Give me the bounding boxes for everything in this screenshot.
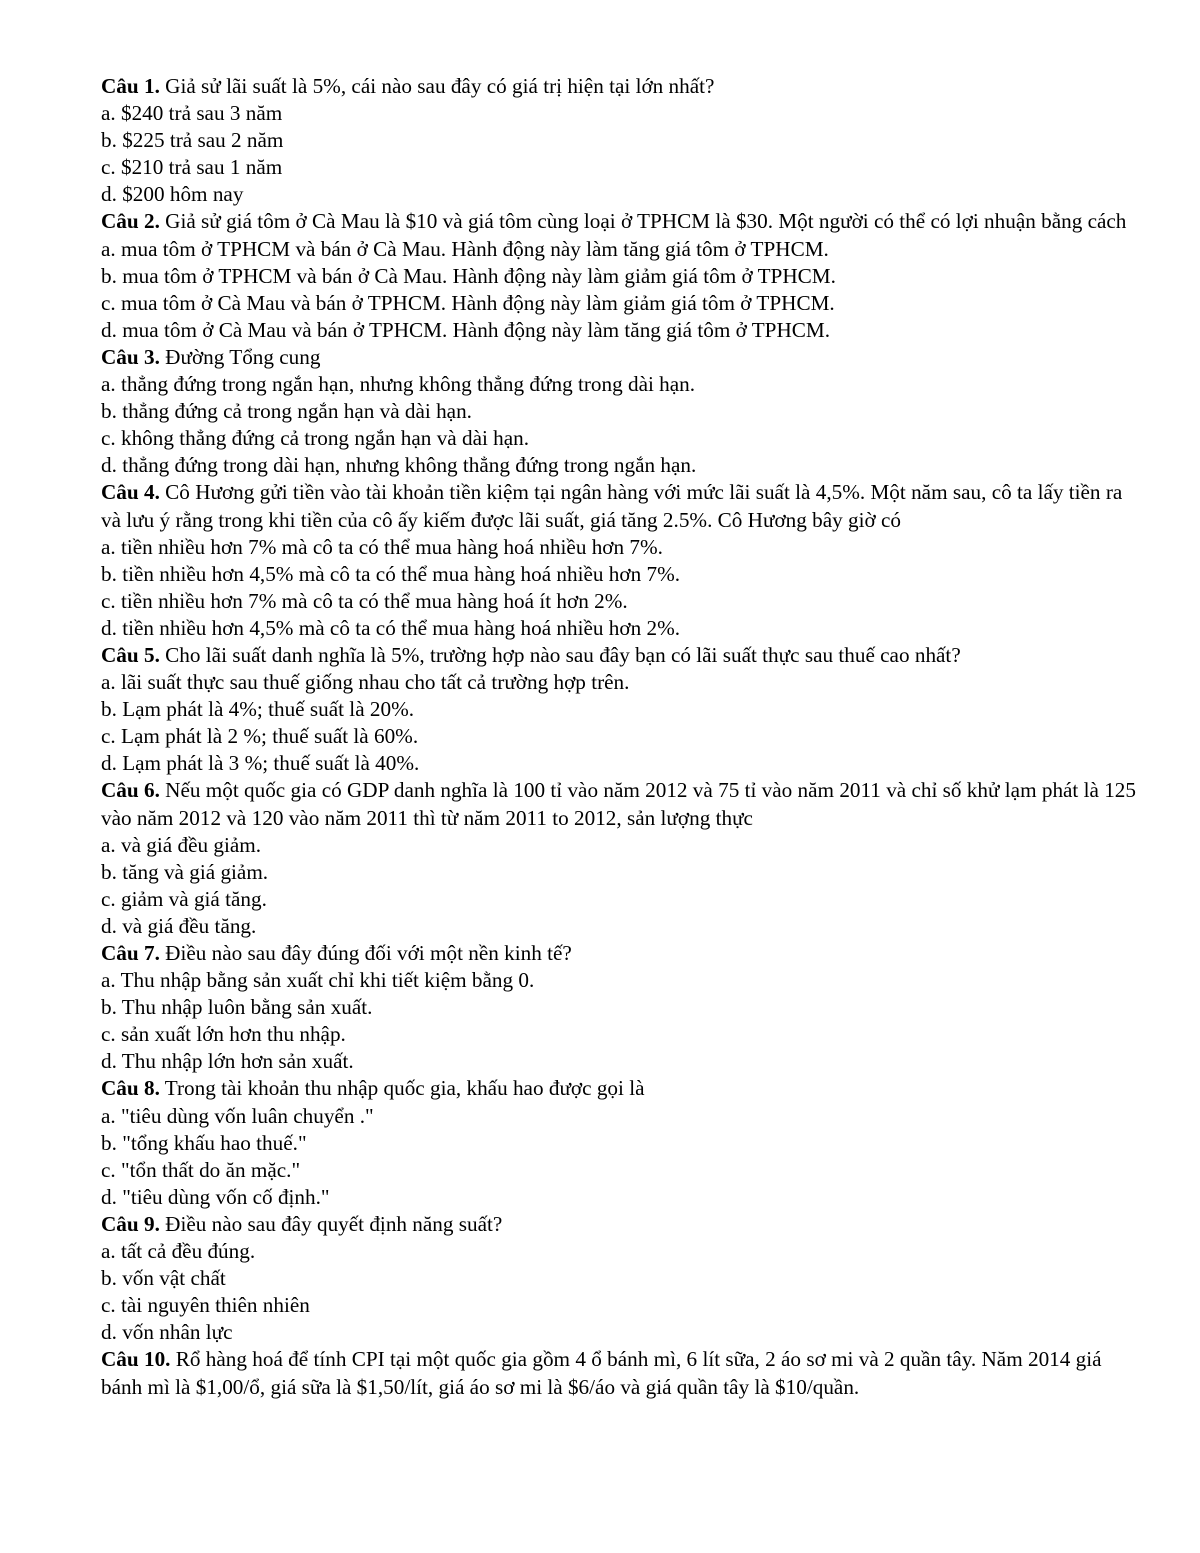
question-stem: [101, 1211, 1141, 1238]
answer-option-d: d. mua tôm ở Cà Mau và bán ở TPHCM. Hành động này làm tăng giá tôm ở TPHCM.: [101, 317, 831, 342]
answer-option-c: c. tiền nhiều hơn 7% mà cô ta có thể mua hàng hoá ít hơn 2%.: [101, 588, 628, 613]
answer-option-b: b. tăng và giá giảm.: [101, 859, 269, 884]
question-stem: [101, 344, 1141, 371]
answer-option-a: a. tất cả đều đúng.: [101, 1239, 256, 1264]
answer-option-d: d. $200 hôm nay: [101, 182, 244, 207]
question-10: [101, 1346, 1141, 1400]
answer-option-c: c. "tổn thất do ăn mặc.": [101, 1157, 301, 1182]
question-text: Giả sử giá tôm ở Cà Mau là $10 và giá tôm cùng loại ở TPHCM là $30. Một người có thể có lợi nhuận bằng cách: [159, 209, 1127, 234]
question-text: Điều nào sau đây quyết định năng suất?: [159, 1211, 503, 1236]
question-text: Rổ hàng hoá để tính CPI tại một quốc gia gồm 4 ổ bánh mì, 6 lít sữa, 2 áo sơ mi và 2 quần tây. Năm 2014 giá bánh mì là $1,00/ổ, giá sữa là $1,50/lít, giá áo sơ mi là $6/áo và giá quần tây là $10/quần.: [101, 1347, 1102, 1399]
answer-option-d: d. Lạm phát là 3 %; thuế suất là 40%.: [101, 751, 420, 776]
question-stem: [101, 777, 1141, 831]
answer-option-a: a. mua tôm ở TPHCM và bán ở Cà Mau. Hành động này làm tăng giá tôm ở TPHCM.: [101, 236, 829, 261]
question-text: Điều nào sau đây đúng đối với một nền kinh tế?: [159, 941, 572, 965]
answer-option-a: a. "tiêu dùng vốn luân chuyển .": [101, 1103, 374, 1128]
answer-option-a: a. Thu nhập bằng sản xuất chỉ khi tiết kiệm bằng 0.: [101, 968, 535, 993]
question-7: [101, 940, 1141, 1075]
question-stem: [101, 1346, 1141, 1400]
answer-option-c: c. mua tôm ở Cà Mau và bán ở TPHCM. Hành động này làm giảm giá tôm ở TPHCM.: [101, 290, 835, 315]
question-number: Câu 7.: [101, 941, 160, 965]
answer-option-d: d. vốn nhân lực: [101, 1320, 233, 1345]
question-number: Câu 4.: [101, 480, 160, 505]
answer-option-d: d. và giá đều tăng.: [101, 913, 257, 938]
question-text: Nếu một quốc gia có GDP danh nghĩa là 100 tỉ vào năm 2012 và 75 tỉ vào năm 2011 và chỉ số khử lạm phát là 125 vào năm 2012 và 120 vào năm 2011 thì từ năm 2011 to 2012, sản lượng thực: [101, 778, 1136, 830]
question-number: Câu 8.: [101, 1076, 160, 1101]
question-stem: [101, 479, 1141, 533]
question-number: Câu 2.: [101, 209, 160, 234]
question-text: Đường Tổng cung: [159, 344, 321, 369]
answer-option-a: a. và giá đều giảm.: [101, 832, 262, 857]
question-6: [101, 777, 1141, 940]
answer-option-b: b. Lạm phát là 4%; thuế suất là 20%.: [101, 697, 415, 722]
answer-option-b: b. vốn vật chất: [101, 1266, 226, 1291]
answer-option-d: d. tiền nhiều hơn 4,5% mà cô ta có thể mua hàng hoá nhiều hơn 2%.: [101, 615, 681, 640]
question-stem: [101, 642, 1141, 669]
question-text: Trong tài khoản thu nhập quốc gia, khấu hao được gọi là: [159, 1076, 645, 1101]
question-2: [101, 208, 1141, 343]
answer-option-c: c. không thẳng đứng cả trong ngắn hạn và dài hạn.: [101, 426, 530, 451]
answer-option-c: c. Lạm phát là 2 %; thuế suất là 60%.: [101, 724, 419, 749]
question-9: [101, 1211, 1141, 1346]
answer-option-c: c. giảm và giá tăng.: [101, 886, 267, 911]
question-1: [101, 73, 1141, 208]
answer-option-a: a. tiền nhiều hơn 7% mà cô ta có thể mua hàng hoá nhiều hơn 7%.: [101, 534, 663, 559]
question-text: Cho lãi suất danh nghĩa là 5%, trường hợp nào sau đây bạn có lãi suất thực sau thuế cao nhất?: [159, 642, 961, 667]
question-number: Câu 10.: [101, 1347, 171, 1372]
question-stem: [101, 940, 1141, 967]
question-5: [101, 642, 1141, 777]
answer-option-c: c. sản xuất lớn hơn thu nhập.: [101, 1022, 346, 1047]
answer-option-d: d. "tiêu dùng vốn cố định.": [101, 1184, 330, 1209]
question-8: [101, 1075, 1141, 1210]
answer-option-b: b. "tổng khấu hao thuế.": [101, 1130, 307, 1155]
answer-option-b: b. tiền nhiều hơn 4,5% mà cô ta có thể mua hàng hoá nhiều hơn 7%.: [101, 561, 681, 586]
question-stem: [101, 208, 1141, 235]
answer-option-b: b. Thu nhập luôn bằng sản xuất.: [101, 995, 373, 1020]
question-number: Câu 5.: [101, 642, 160, 667]
question-number: Câu 9.: [101, 1211, 160, 1236]
question-4: [101, 479, 1141, 642]
answer-option-d: d. thẳng đứng trong dài hạn, nhưng không thẳng đứng trong ngắn hạn.: [101, 453, 697, 478]
question-number: Câu 1.: [101, 74, 160, 98]
answer-option-b: b. $225 trả sau 2 năm: [101, 128, 284, 153]
question-text: Cô Hương gửi tiền vào tài khoản tiền kiệm tại ngân hàng với mức lãi suất là 4,5%. Một năm sau, cô ta lấy tiền ra và lưu ý rằng trong khi tiền của cô ấy kiếm được lãi suất, giá tăng 2.5%. Cô Hương bây giờ có: [101, 480, 1123, 532]
answer-option-b: b. mua tôm ở TPHCM và bán ở Cà Mau. Hành động này làm giảm giá tôm ở TPHCM.: [101, 263, 836, 288]
question-3: [101, 344, 1141, 479]
question-number: Câu 3.: [101, 344, 160, 369]
question-stem: [101, 1075, 1141, 1102]
question-number: Câu 6.: [101, 778, 160, 803]
answer-option-a: a. lãi suất thực sau thuế giống nhau cho tất cả trường hợp trên.: [101, 670, 630, 695]
answer-option-a: a. thẳng đứng trong ngắn hạn, nhưng không thẳng đứng trong dài hạn.: [101, 372, 696, 397]
answer-option-b: b. thẳng đứng cả trong ngắn hạn và dài hạn.: [101, 399, 472, 424]
answer-option-c: c. $210 trả sau 1 năm: [101, 155, 283, 180]
answer-option-c: c. tài nguyên thiên nhiên: [101, 1293, 310, 1318]
exam-document: [101, 73, 1141, 1401]
question-stem: [101, 73, 1141, 100]
question-text: Giả sử lãi suất là 5%, cái nào sau đây có giá trị hiện tại lớn nhất?: [159, 74, 715, 98]
answer-option-d: d. Thu nhập lớn hơn sản xuất.: [101, 1049, 354, 1074]
answer-option-a: a. $240 trả sau 3 năm: [101, 101, 283, 126]
